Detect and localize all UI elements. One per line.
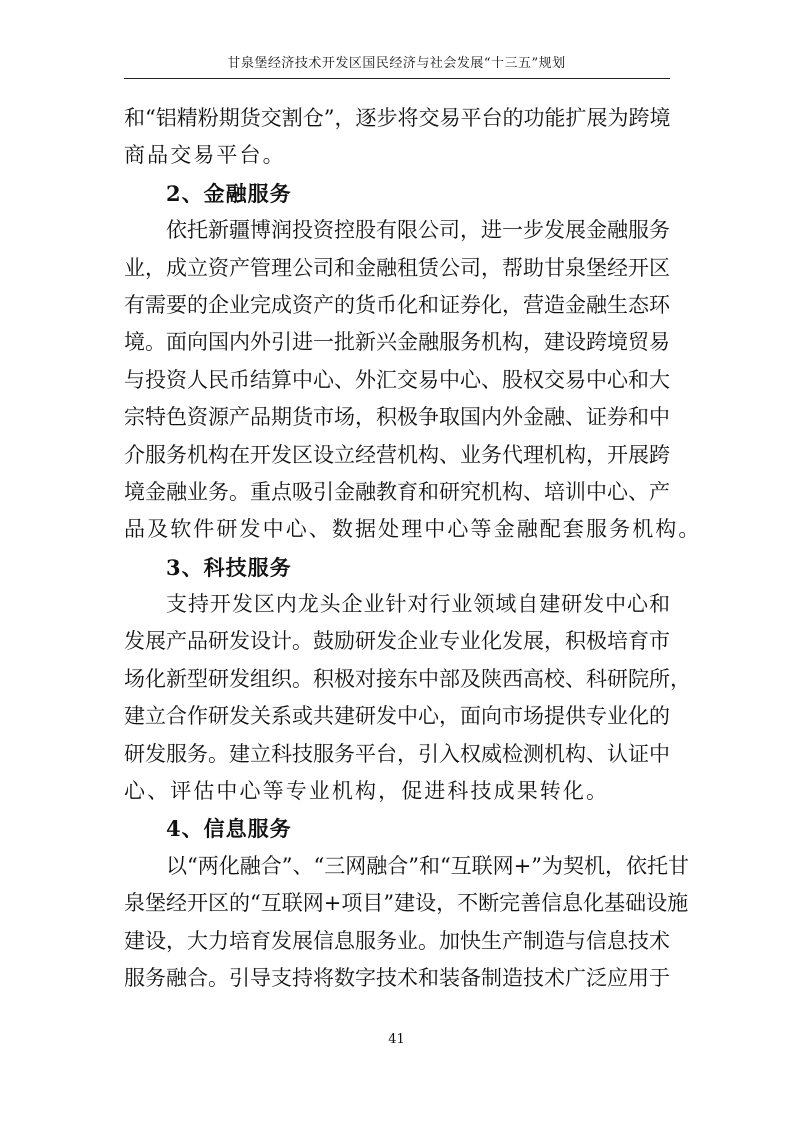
body-text-line: 服务融合。引导支持将数字技术和装备制造技术广泛应用于 [124,965,670,990]
document-body [124,100,702,997]
section-heading: 3、科技服务 [166,554,292,580]
body-text-line: 介服务机构在开发区设立经营机构、业务代理机构，开展跨 [124,442,670,467]
body-text-line: 泉堡经开区的“互联网+项目”建设，不断完善信息化基础设施 [124,891,689,916]
header-divider [124,78,670,79]
section-heading: 2、金融服务 [166,180,292,206]
body-text-line: 品及软件研发中心、数据处理中心等金融配套服务机构。 [124,517,702,542]
body-text-line: 商品交易平台。 [124,143,286,168]
body-text-line: 和“铝精粉期货交割仓”，逐步将交易平台的功能扩展为跨境 [124,106,671,130]
body-text-line: 心、评估中心等专业机构，促进科技成果转化。 [124,779,610,804]
body-text-line: 研发服务。建立科技服务平台，引入权威检测机构、认证中 [124,741,670,766]
body-text-line: 与投资人民币结算中心、外汇交易中心、股权交易中心和大 [124,367,670,392]
body-text-line: 发展产品研发设计。鼓励研发企业专业化发展，积极培育市 [124,629,670,654]
body-text-line: 宗特色资源产品期货市场，积极争取国内外金融、证券和中 [124,405,670,430]
body-text-line: 境。面向国内外引进一批新兴金融服务机构，建设跨境贸易 [124,330,670,355]
running-header: 甘泉堡经济技术开发区国民经济与社会发展“十三五”规划 [227,56,566,71]
body-text-line: 支持开发区内龙头企业针对行业领域自建研发中心和 [166,592,670,617]
section-heading: 4、信息服务 [166,816,292,842]
body-text-line: 业，成立资产管理公司和金融租赁公司，帮助甘泉堡经开区 [124,255,670,280]
body-text-line: 建立合作研发关系或共建研发中心，面向市场提供专业化的 [124,704,670,729]
body-text-line: 场化新型研发组织。积极对接东中部及陕西高校、科研院所， [124,666,691,691]
body-text-line: 境金融业务。重点吸引金融教育和研究机构、培训中心、产 [124,479,670,504]
body-text-line: 有需要的企业完成资产的货币化和证券化，营造金融生态环 [124,292,670,317]
body-text-line: 以“两化融合”、“三网融合”和“互联网+”为契机，依托甘 [166,853,690,878]
page-number: 41 [388,1032,405,1047]
body-text-line: 依托新疆博润投资控股有限公司，进一步发展金融服务 [166,218,670,243]
body-text-line: 建设，大力培育发展信息服务业。加快生产制造与信息技术 [124,928,670,953]
